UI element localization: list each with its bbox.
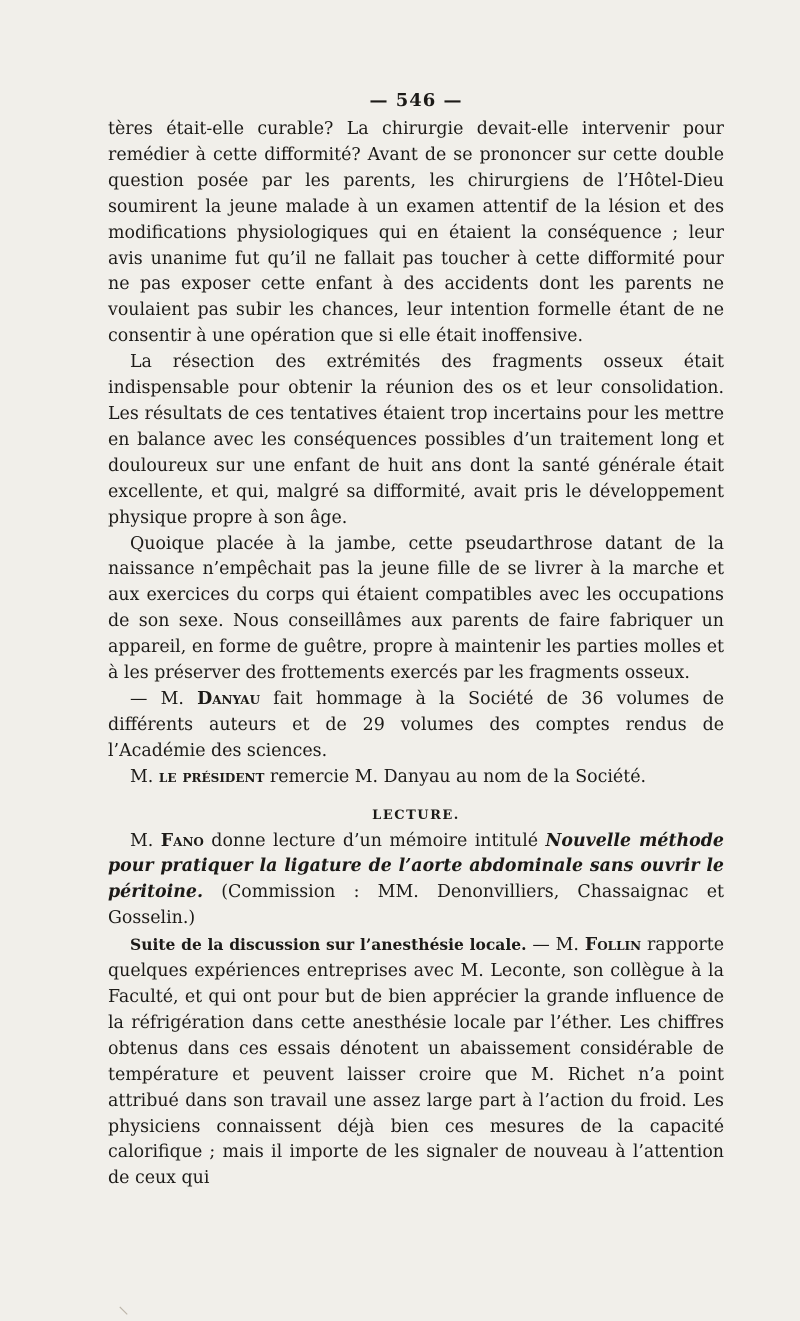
paragraph-4 xyxy=(108,687,724,765)
p5-prefix: M. xyxy=(130,766,159,787)
paragraph-1: tères était-elle curable? La chirurgie devait-elle intervenir pour remédier à cette difformité? Avant de se prononcer sur cette double question posée par les parents, les chirurgiens de l’Hôtel-Dieu soumirent la jeune malade à un examen attentif de la lésion et des modifications physiologiques qui en étaient la conséquence ; leur avis unanime fut qu’il ne fallait pas toucher à cette difformité pour ne pas exposer cette enfant à des accidents dont les parents ne voulaient pas subir les chances, leur intention formelle étant de ne consentir à une opération que si elle était inoffensive. xyxy=(108,119,724,347)
section-heading: LECTURE. xyxy=(372,807,460,823)
paragraph-6 xyxy=(108,829,724,933)
scan-mark: ⸜ xyxy=(118,1294,130,1319)
p4-text: fait hommage à la Société de 36 volumes de différents auteurs et de 29 volumes des comptes rendus de l’Académie des sciences. xyxy=(108,688,724,761)
p6-name: Fano xyxy=(160,830,204,851)
p5-title: le président xyxy=(158,766,265,787)
p6-prefix: M. xyxy=(130,830,161,851)
paragraph-7 xyxy=(108,932,724,1192)
p7-text: rapporte quelques expériences entreprises avec M. Leconte, son collègue à la Faculté, et qui ont pour but de bien apprécier la grande influence de la réfrigération dans cette anesthésie locale par l’éther. Les chiffres obtenus dans ces essais dénotent un abaissement considérable de température et peuvent laisser croire que M. Richet n’a point attribué dans son travail une assez large part à l’action du froid. Les physiciens connaissent déjà bien ces mesures de la capacité calorifique ; mais il importe de les signaler de nouveau à l’attention de ceux qui xyxy=(108,935,724,1189)
p7-dash: — M. xyxy=(526,935,585,956)
paragraph-5 xyxy=(108,765,724,791)
p7-lead: Suite de la discussion sur l’anesthésie locale. xyxy=(130,935,527,955)
page-number: — 546 — xyxy=(369,90,463,111)
page-body xyxy=(108,86,724,1192)
p4-name: Danyau xyxy=(197,688,261,709)
paragraph-3: Quoique placée à la jambe, cette pseudarthrose datant de la naissance n’empêchait pas la jeune fille de se livrer à la marche et aux exercices du corps qui étaient compatibles avec les occupations de son sexe. Nous conseillâmes aux parents de faire fabriquer un appareil, en forme de guêtre, propre à maintenir les parties molles et à les préserver des frottements exercés par les fragments osseux. xyxy=(108,533,724,684)
p6-memoir-title: Nouvelle méthode pour pratiquer la ligature de l’aorte abdominale sans ouvrir le péritoine. xyxy=(108,830,724,903)
p5-text: remercie M. Danyau au nom de la Société. xyxy=(264,766,647,787)
p7-name: Follin xyxy=(584,935,642,956)
paragraph-2: La résection des extrémités des fragments osseux était indispensable pour obtenir la réunion des os et leur consolidation. Les résultats de ces tentatives étaient trop incertains pour les mettre en balance avec les conséquences possibles d’un traitement long et douloureux sur une enfant de huit ans dont la santé générale était excellente, et qui, malgré sa difformité, avait pris le développement physique propre à son âge. xyxy=(108,352,724,528)
p6-mid: donne lecture d’un mémoire intitulé xyxy=(203,830,546,851)
p4-prefix: — M. xyxy=(130,688,198,709)
p6-text: (Commission : MM. Denonvilliers, Chassaignac et Gosselin.) xyxy=(108,882,724,929)
